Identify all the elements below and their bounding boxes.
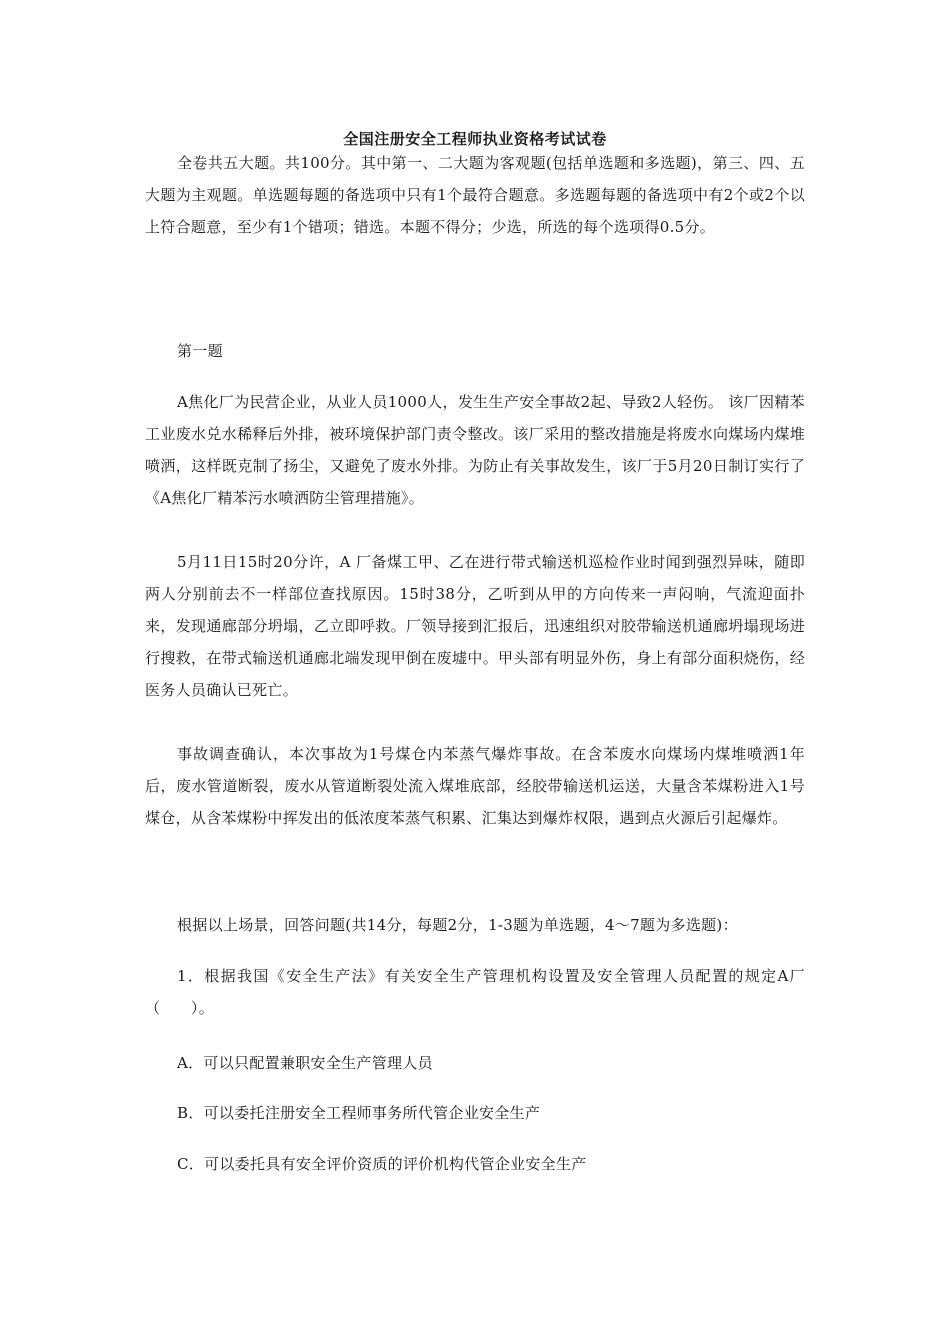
document-title: 全国注册安全工程师执业资格考试试卷 <box>343 130 607 148</box>
question-1: 1．根据我国《安全生产法》有关安全生产管理机构设置及安全管理人员配置的规定A厂（ ）。 <box>145 967 805 1017</box>
exam-intro-paragraph: 全卷共五大题。共100分。其中第一、二大题为客观题(包括单选题和多选题)，第三、四、五大题为主观题。单选题每题的备选项中只有1个最符合题意。多选题每题的备选项中有2个或2个以上符合题意，至少有1个错项；错选。本题不得分；少选，所选的每个选项得0.5分。 <box>145 154 805 236</box>
option-a: A．可以只配置兼职安全生产管理人员 <box>177 1054 433 1072</box>
section-heading: 第一题 <box>177 342 223 360</box>
scenario-paragraph-2: 5月11日15时20分许，A 厂备煤工甲、乙在进行带式输送机巡检作业时闻到强烈异味，随即两人分别前去不一样部位查找原因。15时38分，乙听到从甲的方向传来一声闷响，气流迎面扑来，发现通廊部分坍塌，乙立即呼救。厂领导接到汇报后，迅速组织对胶带输送机通廊坍塌现场进行搜救，在带式输送机通廊北端发现甲倒在废墟中。甲头部有明显外伤，身上有部分面积烧伤，经医务人员确认已死亡。 <box>145 553 805 699</box>
scenario-paragraph-3: 事故调查确认，本次事故为1号煤仓内苯蒸气爆炸事故。在含苯废水向煤场内煤堆喷洒1年后，废水管道断裂，废水从管道断裂处流入煤堆底部，经胶带输送机运送，大量含苯煤粉进入1号煤仓，从含苯煤粉中挥发出的低浓度苯蒸气积累、汇集达到爆炸权限，遇到点火源后引起爆炸。 <box>145 745 805 827</box>
question-instructions: 根据以上场景，回答问题(共14分，每题2分，1-3题为单选题，4～7题为多选题)： <box>177 916 738 934</box>
scenario-paragraph-1: A焦化厂为民营企业，从业人员1000人，发生生产安全事故2起、导致2人轻伤。 该厂因精苯工业废水兑水稀释后外排，被环境保护部门责令整改。该厂采用的整改措施是将废水向煤场内煤堆喷洒，这样既克制了扬尘，又避免了废水外排。为防止有关事故发生，该厂于5月20日制订实行了《A焦化厂精苯污水喷洒防尘管理措施》。 <box>145 393 805 507</box>
option-c: C．可以委托具有安全评价资质的评价机构代管企业安全生产 <box>177 1155 587 1173</box>
option-b: B．可以委托注册安全工程师事务所代管企业安全生产 <box>177 1104 541 1122</box>
